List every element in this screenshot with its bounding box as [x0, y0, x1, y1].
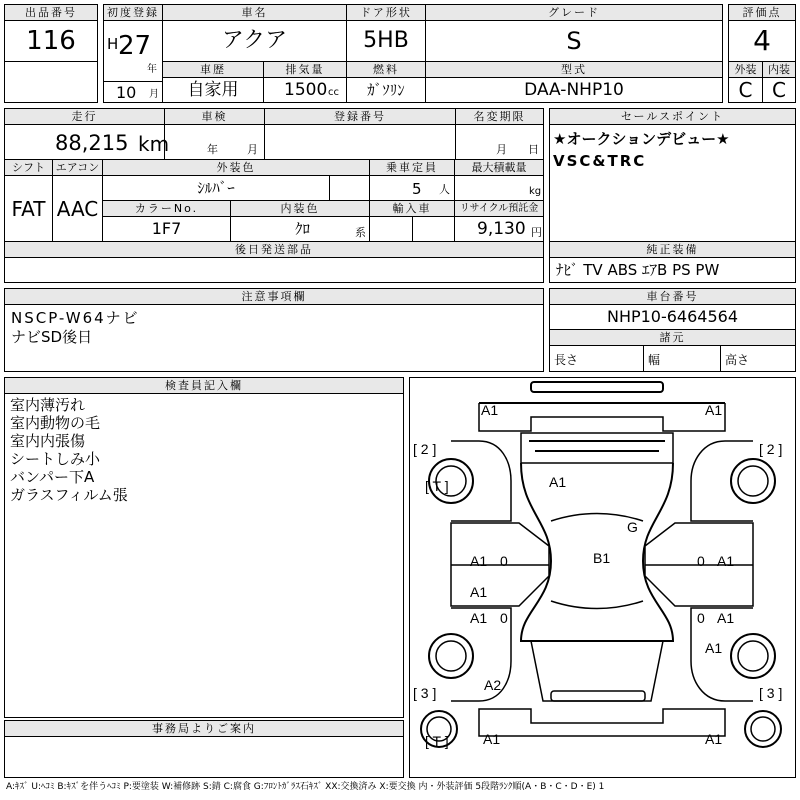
damage-mark: B1	[593, 550, 611, 566]
damage-mark: 0	[697, 553, 705, 569]
int-color-cell	[230, 216, 370, 242]
inspector-line: 室内内張傷	[10, 432, 86, 450]
note-line: ナビSD後日	[11, 328, 93, 346]
recycle-cell	[454, 216, 544, 242]
tire-mark: [ 2 ]	[759, 441, 783, 457]
dim-length-label: 長さ	[554, 353, 579, 367]
ext-color-value: ｼﾙﾊﾞｰ	[102, 175, 330, 201]
inspector-line: 室内動物の毛	[10, 414, 101, 432]
exterior-grade-label: 外装	[728, 61, 763, 78]
damage-mark: A1	[470, 553, 488, 569]
name-change-month-unit: 月	[496, 143, 507, 156]
name-change-label: 名変期限	[455, 108, 544, 125]
tire-mark: [ T ]	[425, 478, 449, 494]
recycle-label: リサイクル預託金	[454, 200, 544, 217]
lot-no-value: 116	[4, 20, 98, 62]
exterior-grade-value: C	[728, 77, 763, 103]
first-reg-era: H	[107, 35, 119, 53]
tire-mark: [ 2 ]	[413, 441, 437, 457]
car-name-value: アクア	[162, 20, 347, 62]
lot-no-label: 出品番号	[4, 4, 98, 21]
diagram-rear-window	[551, 691, 645, 701]
color-no-value: 1F7	[102, 216, 231, 242]
damage-mark: A1	[717, 610, 735, 626]
later-parts-label: 後日発送部品	[4, 241, 544, 258]
door-label: ドア形状	[346, 4, 426, 21]
capacity-label: 乗車定員	[369, 159, 455, 176]
damage-mark: A1	[470, 610, 488, 626]
reg-no-value	[264, 124, 456, 160]
shift-value: FAT	[4, 175, 53, 242]
color-no-label: カラーNo.	[102, 200, 231, 217]
diagram-frame	[409, 377, 796, 778]
inspector-label: 検査員記入欄	[4, 377, 404, 394]
int-color-unit: 系	[355, 226, 366, 239]
car-damage-diagram	[410, 378, 795, 777]
tire-mark: [ T ]	[425, 733, 449, 749]
import-label: 輸入車	[369, 200, 455, 217]
model-value: DAA-NHP10	[425, 77, 723, 103]
max-load-label: 最大積載量	[454, 159, 544, 176]
damage-mark: A1	[483, 731, 501, 747]
import-cell-a	[369, 216, 413, 242]
office-box	[4, 736, 404, 778]
displacement-value: 1500	[284, 80, 328, 100]
inspector-line: 室内薄汚れ	[10, 396, 86, 414]
mileage-unit: km	[138, 132, 170, 156]
tire-mark: [ 3 ]	[413, 685, 437, 701]
office-label: 事務局よりご案内	[4, 720, 404, 737]
dim-width-label: 幅	[648, 353, 661, 367]
damage-mark: 0	[697, 610, 705, 626]
wheel-front-right-inner	[738, 466, 768, 496]
equipment-label: 純正装備	[549, 241, 796, 258]
wheel-rear-left-inner	[436, 641, 466, 671]
sales-points-label: セールスポイント	[549, 108, 796, 125]
int-color-label: 内装色	[230, 200, 370, 217]
import-cell-b	[412, 216, 455, 242]
dim-height-label: 高さ	[725, 353, 750, 367]
first-reg-cell	[103, 20, 163, 82]
ext-color-label: 外装色	[102, 159, 370, 176]
name-change-cell	[455, 124, 544, 160]
chassis-label: 車台番号	[549, 288, 796, 305]
score-value: 4	[728, 20, 796, 62]
fuel-label: 燃料	[346, 61, 426, 78]
mileage-cell	[4, 124, 170, 160]
int-color-value: ｸﾛ	[295, 220, 311, 238]
grade-value: S	[425, 20, 723, 62]
first-reg-month-unit: 月	[149, 89, 159, 100]
damage-mark: 0	[500, 610, 508, 626]
diagram-left-front-fender	[451, 441, 511, 521]
first-reg-month: 10	[116, 83, 137, 102]
diagram-rear-bumper	[479, 709, 725, 736]
capacity-value: 5	[412, 180, 422, 198]
recycle-value: 9,130	[477, 219, 526, 239]
shift-label: シフト	[4, 159, 53, 176]
damage-mark: A1	[470, 584, 488, 600]
equipment-cell	[549, 257, 796, 283]
wheel-spare-right-inner	[751, 717, 775, 741]
diagram-roof-bar	[531, 382, 663, 392]
dimensions-label: 諸元	[549, 329, 796, 346]
wheel-rear-right-inner	[738, 641, 768, 671]
ext-color-extra	[329, 175, 370, 201]
door-value: 5HB	[346, 20, 426, 62]
dim-length-cell	[549, 345, 644, 372]
inspector-line: ガラスフィルム張	[10, 486, 128, 504]
first-reg-month-cell	[103, 81, 163, 103]
note-line: NSCP-W64ナビ	[11, 309, 140, 327]
diagram-hood	[521, 433, 673, 463]
score-label: 評価点	[728, 4, 796, 21]
diagram-hood-lines	[529, 441, 665, 451]
inspection-year-unit: 年	[207, 143, 218, 156]
dim-height-cell	[720, 345, 796, 372]
diagram-front-bumper	[479, 403, 725, 431]
later-parts-value	[4, 257, 544, 283]
notes-box	[4, 304, 544, 372]
history-label: 車歴	[162, 61, 264, 78]
interior-grade-label: 内装	[762, 61, 796, 78]
notes-label: 注意事項欄	[4, 288, 544, 305]
equipment-value: ﾅﾋﾞ TV ABS ｴｱB PS PW	[556, 261, 720, 279]
damage-mark: A1	[705, 731, 723, 747]
mileage-label: 走行	[4, 108, 165, 125]
damage-mark: A1	[705, 402, 723, 418]
interior-grade-value: C	[762, 77, 796, 103]
sales-point-line: VSC&TRC	[553, 152, 647, 170]
diagram-right-front-fender	[691, 441, 753, 521]
tire-mark: [ 3 ]	[759, 685, 783, 701]
model-label: 型式	[425, 61, 723, 78]
grade-label: グレード	[425, 4, 723, 21]
inspection-label: 車検	[164, 108, 265, 125]
damage-mark: A2	[484, 677, 502, 693]
inspector-line: シートしみ小	[10, 450, 101, 468]
damage-mark: A1	[481, 402, 499, 418]
chassis-value: NHP10-6464564	[549, 304, 796, 330]
sales-point-line: ★オークションデビュー★	[553, 130, 730, 148]
displacement-unit: cc	[328, 87, 339, 98]
first-reg-year-unit: 年	[147, 64, 157, 75]
aircon-value: AAC	[52, 175, 103, 242]
fuel-value: ｶﾞｿﾘﾝ	[346, 77, 426, 103]
damage-mark: A1	[549, 474, 567, 490]
damage-mark: G	[627, 519, 638, 535]
damage-mark: A1	[717, 553, 735, 569]
reg-no-label: 登録番号	[264, 108, 456, 125]
first-reg-year: 27	[118, 31, 152, 61]
displacement-label: 排気量	[263, 61, 347, 78]
sales-points-box	[549, 124, 796, 242]
damage-mark: 0	[500, 553, 508, 569]
max-load-unit: kg	[529, 186, 542, 197]
legend-text: A:ｷｽﾞ U:ﾍｺﾐ B:ｷｽﾞを伴うﾍｺﾐ P:要塗装 W:補修跡 S:錆 C:腐食 G:ﾌﾛﾝﾄｶﾞﾗｽ石ｷｽﾞ XX:交換済み X:要交換 内・外装評価 5段階ﾗﾝｸ順(A・B・C・D・E) 1	[6, 782, 605, 792]
recycle-unit: 円	[531, 226, 542, 239]
inspection-cell	[164, 124, 265, 160]
inspector-box	[4, 393, 404, 718]
capacity-unit: 人	[439, 183, 450, 196]
mileage-value: 88,215	[55, 131, 129, 155]
displacement-cell	[263, 77, 347, 103]
capacity-cell	[369, 175, 455, 201]
aircon-label: エアコン	[52, 159, 103, 176]
inspector-line: バンパー下A	[10, 468, 95, 486]
inspection-month-unit: 月	[247, 143, 258, 156]
lot-no-blank	[4, 61, 98, 103]
car-name-label: 車名	[162, 4, 347, 21]
max-load-cell	[454, 175, 544, 201]
first-reg-label: 初度登録	[103, 4, 163, 21]
name-change-day-unit: 日	[528, 143, 539, 156]
history-value: 自家用	[162, 77, 264, 103]
dim-width-cell	[643, 345, 721, 372]
damage-mark: A1	[705, 640, 723, 656]
